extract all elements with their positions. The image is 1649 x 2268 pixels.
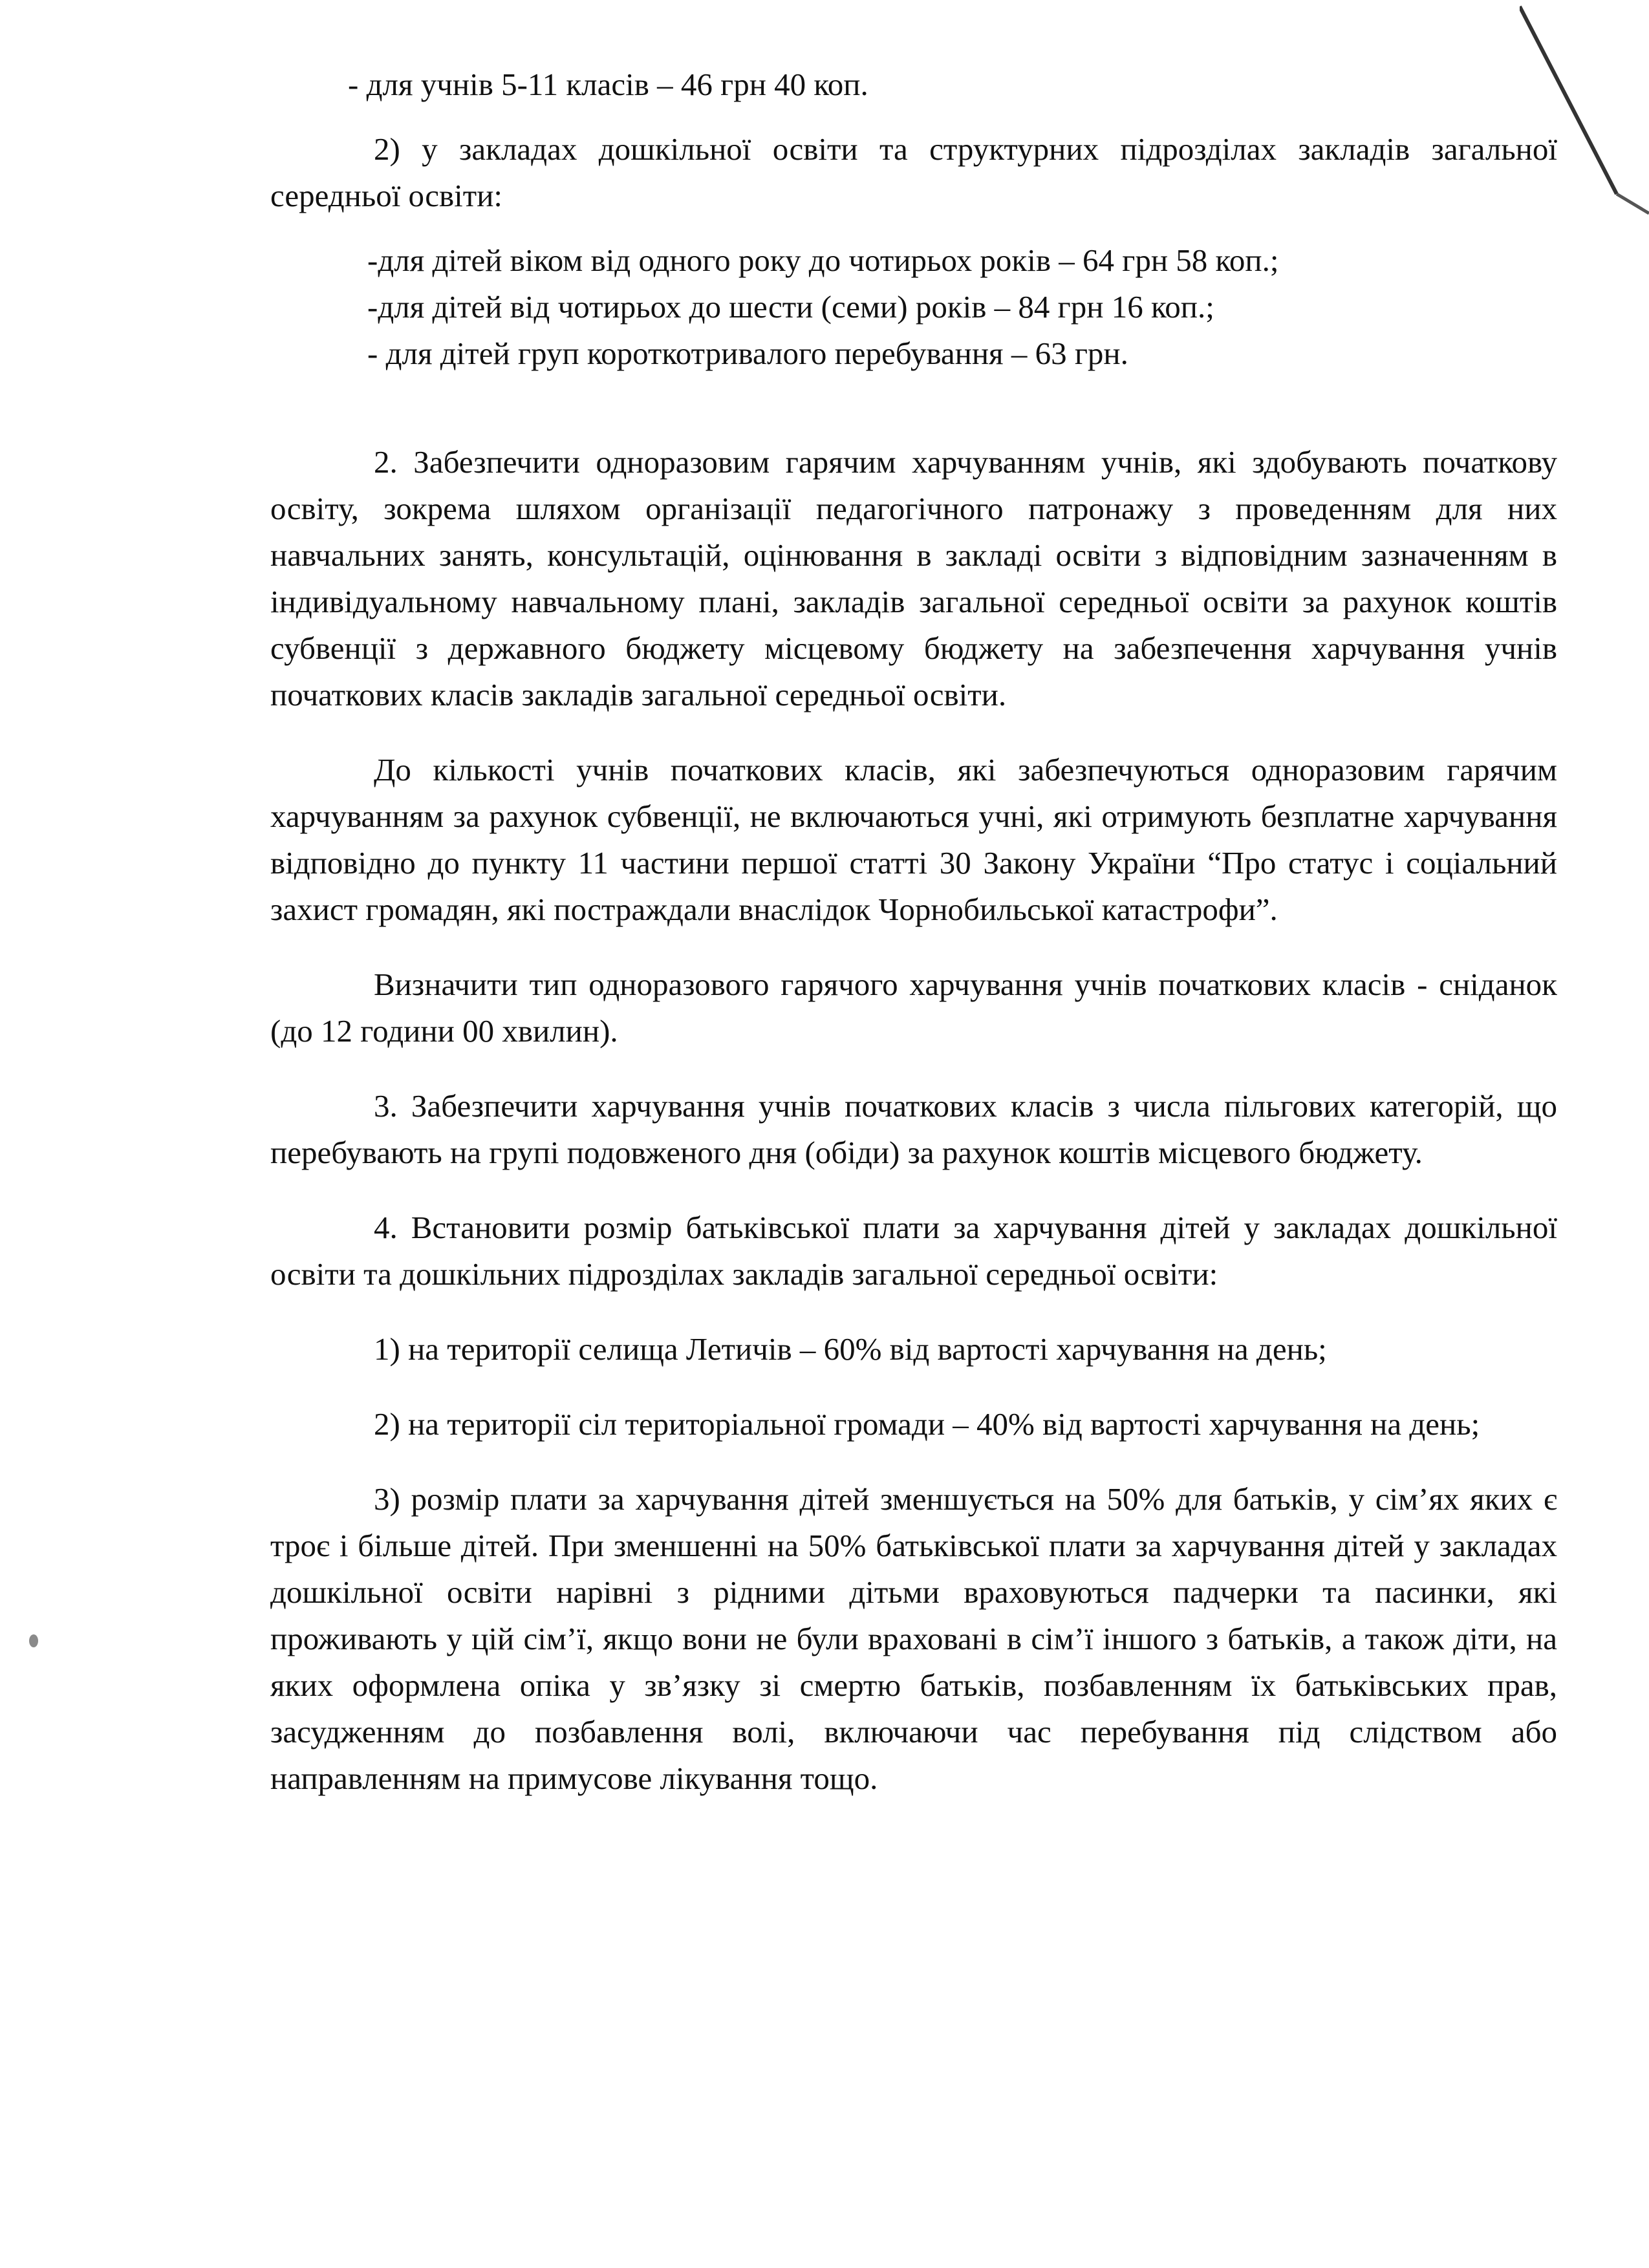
paragraph-3: 3. Забезпечити харчування учнів початкових класів з числа пільгових категорій, що перебувають на групі подовженого дня (обіди) за рахунок коштів місцевого бюджету. (270, 1088, 1557, 1170)
item2-line-1: -для дітей віком від одного року до чотирьох років – 64 грн 58 коп.; (367, 242, 1279, 278)
paragraph-2b: До кількості учнів початкових класів, які забезпечуються одноразовим гарячим харчуванням за рахунок субвенції, не включаються учні, які отримують безплатне харчування відповідно до пункту 11 частини першої статті 30 Закону України “Про статус і соціальний захист громадян, які постраждали внаслідок Чорнобильської катастрофи”. (270, 752, 1557, 927)
paragraph-4: 4. Встановити розмір батьківської плати за харчування дітей у закладах дошкільної освіти та дошкільних підрозділах закладів загальної середньої освіти: (270, 1210, 1557, 1292)
item2-line-3: - для дітей груп короткотривалого перебування – 63 грн. (367, 336, 1128, 371)
paragraph-2c: Визначити тип одноразового гарячого харчування учнів початкових класів - сніданок (до 12 години 00 хвилин). (270, 967, 1557, 1049)
document-body (270, 61, 1557, 1802)
item2-line-2: -для дітей від чотирьох до шести (семи) років – 84 грн 16 коп.; (367, 289, 1214, 325)
paragraph-4-2: 2) на території сіл територіальної громади – 40% від вартості харчування на день; (374, 1406, 1480, 1442)
paragraph-4-1: 1) на території селища Летичів – 60% від вартості харчування на день; (374, 1331, 1327, 1367)
line-grades-5-11: - для учнів 5-11 класів – 46 грн 40 коп. (348, 67, 868, 102)
item2-intro: 2) у закладах дошкільної освіти та структурних підрозділах закладів загальної середньої освіти: (270, 131, 1557, 213)
paragraph-4-3: 3) розмір плати за харчування дітей зменшується на 50% для батьків, у сім’ях яких є троє і більше дітей. При зменшенні на 50% батьківської плати за харчування дітей у закладах дошкільної освіти нарівні з рідними дітьми враховуються падчерки та пасинки, які проживають у цій сім’ї, якщо вони не були враховані в сім’ї іншого з батьків, а також діти, на яких оформлена опіка у зв’язку зі смертю батьків, позбавленням їх батьківських прав, засудженням до позбавлення волі, включаючи час перебування під слідством або направленням на примусове лікування тощо. (270, 1481, 1557, 1796)
scan-speck (29, 1634, 38, 1647)
paragraph-2: 2. Забезпечити одноразовим гарячим харчуванням учнів, які здобувають початкову освіту, зокрема шляхом організації педагогічного патронажу з проведенням для них навчальних занять, консультацій, оцінювання в закладі освіти з відповідним зазначенням в індивідуальному навчальному плані, закладів загальної середньої освіти за рахунок коштів субвенції з державного бюджету місцевому бюджету на забезпечення харчування учнів початкових класів закладів загальної середньої освіти. (270, 444, 1557, 712)
